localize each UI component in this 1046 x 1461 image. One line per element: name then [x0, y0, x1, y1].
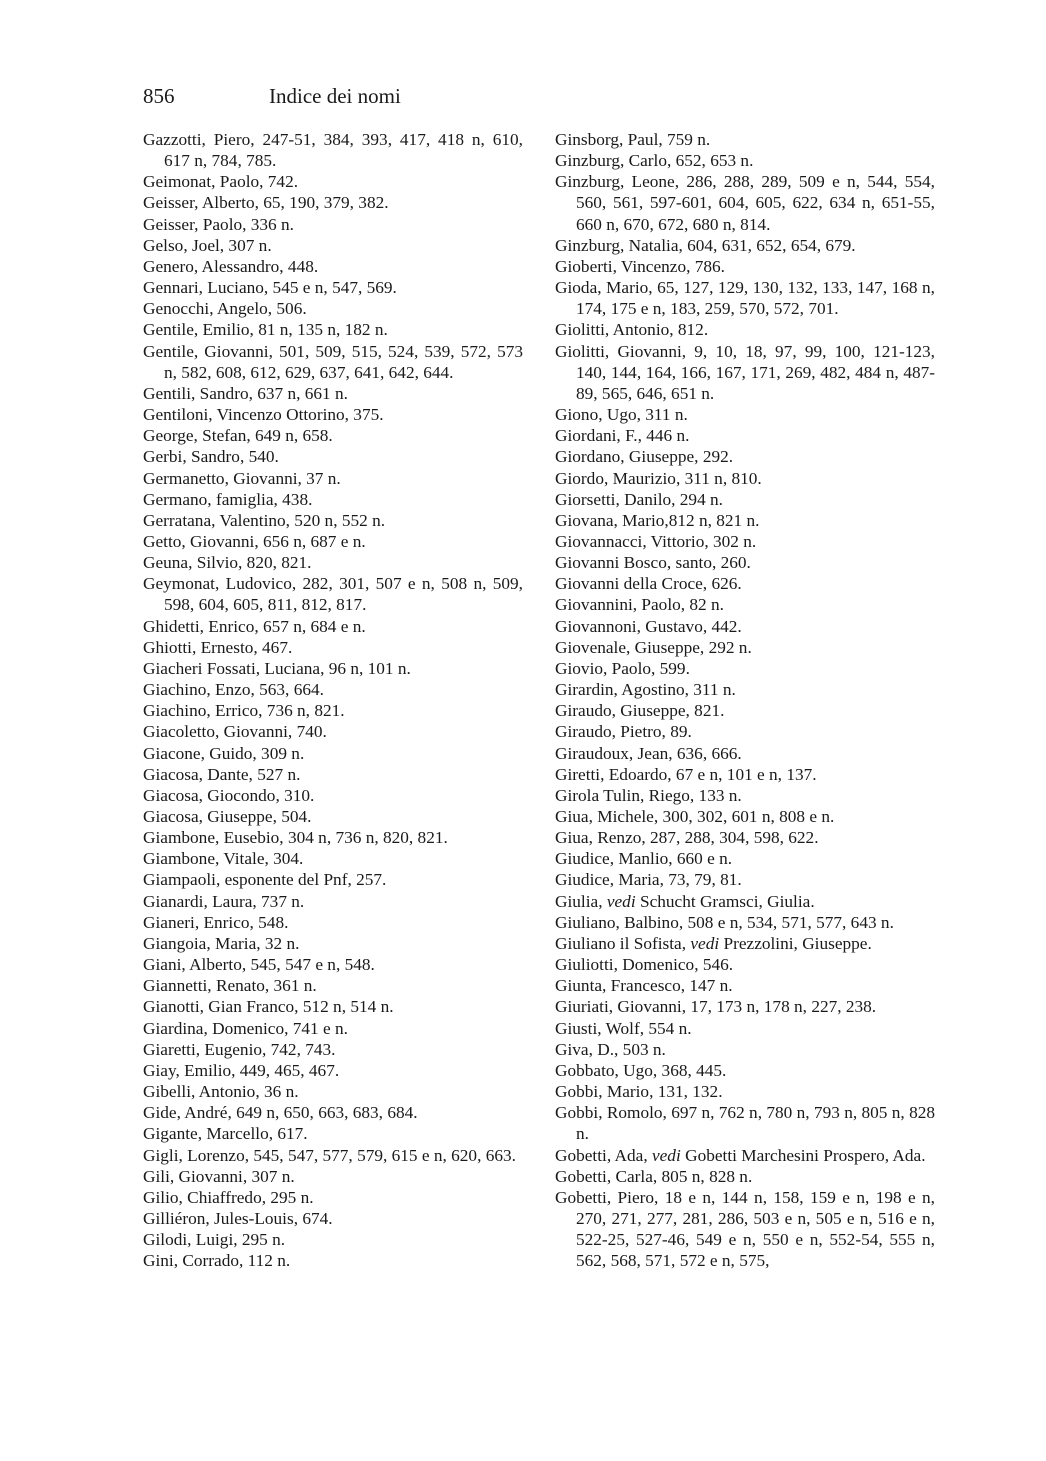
index-entry: Giono, Ugo, 311 n.	[555, 405, 688, 425]
index-entry: Giay, Emilio, 449, 465, 467.	[143, 1060, 340, 1080]
index-entry: Giuliano, Balbino, 508 e n, 534, 571, 577, 643 n.	[555, 912, 894, 932]
index-entry: Giovanni della Croce, 626.	[555, 574, 742, 594]
index-entry: Ghiotti, Ernesto, 467.	[143, 637, 293, 657]
index-entry: Giordani, F., 446 n.	[555, 426, 690, 446]
index-entry: Gentiloni, Vincenzo Ottorino, 375.	[143, 405, 384, 425]
index-entry: Giovannacci, Vittorio, 302 n.	[555, 531, 757, 551]
index-entry: Gilliéron, Jules-Louis, 674.	[143, 1208, 333, 1228]
index-entry: Giachino, Enzo, 563, 664.	[143, 680, 324, 700]
index-entry: Ginsborg, Paul, 759 n.	[555, 130, 711, 149]
index-entry: Gioda, Mario, 65, 127, 129, 130, 132, 133, 147, 168 n, 174, 175 e n, 183, 259, 570, 572, 701.	[555, 278, 935, 319]
index-entry: Giampaoli, esponente del Pnf, 257.	[143, 870, 387, 890]
index-entry: Gini, Corrado, 112 n.	[143, 1251, 291, 1271]
index-entry: Giordano, Giuseppe, 292.	[555, 447, 734, 467]
index-entry: Giani, Alberto, 545, 547 e n, 548.	[143, 955, 375, 975]
index-entry: Giovana, Mario,812 n, 821 n.	[555, 510, 760, 530]
index-entry: Giretti, Edoardo, 67 e n, 101 e n, 137.	[555, 764, 817, 784]
index-entry: Gianotti, Gian Franco, 512 n, 514 n.	[143, 997, 394, 1017]
index-entry: Geuna, Silvio, 820, 821.	[143, 553, 312, 573]
index-entry: Giraudo, Pietro, 89.	[555, 722, 692, 742]
index-entry: Gobbi, Romolo, 697 n, 762 n, 780 n, 793 n, 805 n, 828 n.	[555, 1103, 935, 1144]
index-entry: Genocchi, Angelo, 506.	[143, 299, 307, 319]
running-title: Indice dei nomi	[269, 84, 401, 108]
index-entry: Giardina, Domenico, 741 e n.	[143, 1018, 348, 1038]
index-entry: Gilio, Chiaffredo, 295 n.	[143, 1187, 314, 1207]
index-entry: Ghidetti, Enrico, 657 n, 684 e n.	[143, 616, 366, 636]
index-entry: Giudice, Manlio, 660 e n.	[555, 849, 733, 869]
index-entry: Getto, Giovanni, 656 n, 687 e n.	[143, 531, 366, 551]
index-entry: Giacone, Guido, 309 n.	[143, 743, 305, 763]
index-entry: Giangoia, Maria, 32 n.	[143, 933, 300, 953]
index-entry: Gerratana, Valentino, 520 n, 552 n.	[143, 510, 386, 530]
index-entry: Giuliotti, Domenico, 546.	[555, 955, 734, 975]
index-entry: Giordo, Maurizio, 311 n, 810.	[555, 468, 762, 488]
page-number: 856	[143, 84, 175, 108]
index-entry: Gobetti, Ada, vedi Gobetti Marchesini Prospero, Ada.	[555, 1145, 926, 1165]
index-entry: Ginzburg, Natalia, 604, 631, 652, 654, 679.	[555, 235, 856, 255]
index-entry: Gianardi, Laura, 737 n.	[143, 891, 305, 911]
index-entry: Giuliano il Sofista, vedi Prezzolini, Giuseppe.	[555, 933, 872, 953]
index-entry: Gerbi, Sandro, 540.	[143, 447, 279, 467]
index-entry: Geimonat, Paolo, 742.	[143, 172, 299, 192]
index-entry: Giacheri Fossati, Luciana, 96 n, 101 n.	[143, 658, 411, 678]
index-entry: Giacosa, Giuseppe, 504.	[143, 807, 312, 826]
index-entry: Gobetti, Piero, 18 e n, 144 n, 158, 159 e n, 198 e n, 270, 271, 277, 281, 286, 503 e n, 505 e n, 516 e n, 522-25, 527-46, 549 e n, 550 e n, 552-54, 555 n, 562, 568, 571, 572 e n, 575,	[555, 1187, 935, 1271]
index-entry: George, Stefan, 649 n, 658.	[143, 426, 333, 446]
index-entry: Giacosa, Giocondo, 310.	[143, 785, 315, 805]
index-entry: Gobetti, Carla, 805 n, 828 n.	[555, 1166, 753, 1186]
index-entry: Gobbato, Ugo, 368, 445.	[555, 1060, 727, 1080]
index-entry: Giraudo, Giuseppe, 821.	[555, 701, 725, 721]
index-entry: Gigli, Lorenzo, 545, 547, 577, 579, 615 e n, 620, 663.	[143, 1145, 516, 1165]
index-entry: Giambone, Vitale, 304.	[143, 849, 304, 869]
index-entry: Gioberti, Vincenzo, 786.	[555, 256, 725, 276]
index-entry: Geisser, Paolo, 336 n.	[143, 214, 294, 234]
index-entry: Gilodi, Luigi, 295 n.	[143, 1230, 286, 1250]
index-entry: Giulia, vedi Schucht Gramsci, Giulia.	[555, 891, 815, 911]
index-entry: Giannetti, Renato, 361 n.	[143, 976, 317, 996]
index-entry: Girola Tulin, Riego, 133 n.	[555, 785, 742, 805]
index-entry: Giua, Renzo, 287, 288, 304, 598, 622.	[555, 828, 819, 848]
index-entry: Gianeri, Enrico, 548.	[143, 912, 289, 932]
index-entry: Giacosa, Dante, 527 n.	[143, 764, 301, 784]
index-entry: Giorsetti, Danilo, 294 n.	[555, 489, 723, 509]
index-entry: Gili, Giovanni, 307 n.	[143, 1166, 295, 1186]
index-entry: Giacoletto, Giovanni, 740.	[143, 722, 327, 742]
index-column-right	[555, 129, 935, 1271]
page-header	[143, 82, 401, 110]
index-entry: Gibelli, Antonio, 36 n.	[143, 1082, 299, 1102]
index-entry: Ginzburg, Leone, 286, 288, 289, 509 e n, 544, 554, 560, 561, 597-601, 604, 605, 622, 634 n, 651-55, 660 n, 670, 672, 680 n, 814.	[555, 172, 935, 234]
index-entry: Giachino, Errico, 736 n, 821.	[143, 701, 345, 721]
index-entry: Ginzburg, Carlo, 652, 653 n.	[555, 151, 754, 171]
index-entry: Giambone, Eusebio, 304 n, 736 n, 820, 821.	[143, 828, 448, 848]
index-entry: Germano, famiglia, 438.	[143, 489, 313, 509]
index-entry: Giovio, Paolo, 599.	[555, 658, 690, 678]
index-entry: Germanetto, Giovanni, 37 n.	[143, 468, 341, 488]
index-entry: Gentile, Giovanni, 501, 509, 515, 524, 539, 572, 573 n, 582, 608, 612, 629, 637, 641, 642, 644.	[143, 341, 523, 382]
index-entry: Gennari, Luciano, 545 e n, 547, 569.	[143, 278, 397, 298]
index-entry: Giovannoni, Gustavo, 442.	[555, 616, 742, 636]
index-entry: Gentili, Sandro, 637 n, 661 n.	[143, 383, 348, 403]
index-entry: Giva, D., 503 n.	[555, 1039, 666, 1059]
index-entry: Gigante, Marcello, 617.	[143, 1124, 308, 1144]
index-entry: Gobbi, Mario, 131, 132.	[555, 1082, 723, 1102]
index-entry: Geymonat, Ludovico, 282, 301, 507 e n, 508 n, 509, 598, 604, 605, 811, 812, 817.	[143, 574, 523, 615]
index-entry: Giraudoux, Jean, 636, 666.	[555, 743, 742, 763]
index-entry: Genero, Alessandro, 448.	[143, 256, 319, 276]
index-entry: Giaretti, Eugenio, 742, 743.	[143, 1039, 336, 1059]
index-entry: Girardin, Agostino, 311 n.	[555, 680, 736, 700]
index-entry: Giolitti, Giovanni, 9, 10, 18, 97, 99, 100, 121-123, 140, 144, 164, 166, 167, 171, 269, 482, 484 n, 487-89, 565, 646, 651 n.	[555, 341, 935, 403]
index-entry: Gentile, Emilio, 81 n, 135 n, 182 n.	[143, 320, 388, 340]
index-entry: Giusti, Wolf, 554 n.	[555, 1018, 692, 1038]
index-entry: Giunta, Francesco, 147 n.	[555, 976, 733, 996]
index-entry: Gazzotti, Piero, 247-51, 384, 393, 417, 418 n, 610, 617 n, 784, 785.	[143, 130, 523, 171]
index-entry: Giovanni Bosco, santo, 260.	[555, 553, 751, 573]
index-entry: Giovenale, Giuseppe, 292 n.	[555, 637, 752, 657]
index-entry: Giudice, Maria, 73, 79, 81.	[555, 870, 742, 890]
index-entry: Giuriati, Giovanni, 17, 173 n, 178 n, 227, 238.	[555, 997, 877, 1017]
index-entry: Geisser, Alberto, 65, 190, 379, 382.	[143, 193, 389, 213]
index-entry: Gelso, Joel, 307 n.	[143, 235, 272, 255]
index-column-left	[143, 129, 523, 1271]
index-entry: Giovannini, Paolo, 82 n.	[555, 595, 724, 615]
index-entry: Gide, André, 649 n, 650, 663, 683, 684.	[143, 1103, 418, 1123]
index-entry: Giua, Michele, 300, 302, 601 n, 808 e n.	[555, 807, 835, 826]
index-entry: Giolitti, Antonio, 812.	[555, 320, 709, 340]
